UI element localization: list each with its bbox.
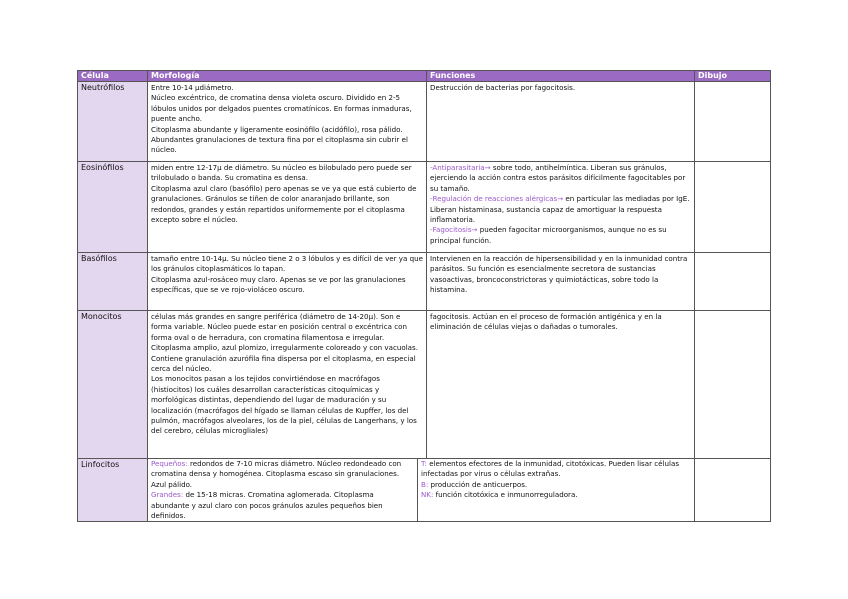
linfocitos-detail — [148, 459, 695, 522]
morfologia-eosinofilos — [148, 162, 427, 253]
cells-table — [77, 70, 771, 522]
linfocitos-split — [151, 459, 694, 521]
funcion-text: sobre todo, antihelmíntica. Liberan sus gránulos, ejerciendo la acción contra estos parásitos difícilmente fagocitables por su tamaño. — [430, 163, 686, 193]
cell-name-neutrofilos: Neutrófilos — [78, 82, 148, 162]
funcion-antiparasitaria — [430, 163, 691, 194]
cell-name-basofilos: Basófilos — [78, 253, 148, 311]
funcion-label: -Antiparasitaria→ — [430, 163, 491, 172]
dibujo-eosinofilos — [695, 162, 771, 253]
cell-name-linfocitos: Linfocitos — [78, 459, 148, 522]
funcion-text: en particular las mediadas por IgE. Liberan histaminasa, sustancia capaz de amortiguar la respuesta inflamatoria. — [430, 194, 690, 225]
tipo-text: elementos efectores de la inmunidad, citotóxicas. Pueden lisar células infectadas por virus o células extrañas. — [421, 459, 680, 479]
dibujo-basofilos — [695, 253, 771, 311]
header-morfologia: Morfología — [148, 71, 427, 82]
dibujo-linfocitos — [695, 459, 771, 522]
funciones-basofilos: Intervienen en la reacción de hipersensibilidad y en la inmunidad contra parásitos. Su función es esencialmente secretora de sustancias vasoactivas, broncoconstrictoras y quimiotácticas, sobre todo la histamina. — [427, 253, 695, 311]
tipo-text: producción de anticuerpos. — [428, 479, 528, 489]
funciones-eosinofilos — [427, 162, 695, 253]
morfologia-text: tamaño entre 10-14μ. Su núcleo tiene 2 o 3 lóbulos y es difícil de ver ya que los gránulos citoplasmáticos lo tapan. — [151, 254, 423, 274]
morfologia-text: Entre 10-14 μdiámetro. — [151, 83, 234, 92]
morfologia-text: Citoplasma azul claro (basófilo) pero apenas se ve ya que está cubierto de granulaciones. Gránulos se tiñen de color anaranjado brillante, son redondos, grandes y están repartidos uniformemente por el citoplasma excepto sobre el núcleo. — [151, 183, 417, 225]
row-basofilos — [78, 253, 771, 311]
morfologia-monocitos — [148, 311, 427, 459]
dibujo-monocitos — [695, 311, 771, 459]
morfologia-text: miden entre 12-17μ de diámetro. Su núcleo es bilobulado pero puede ser trilobulado o banda. Su cromatina es densa. — [151, 163, 412, 183]
tipo-label: B: — [421, 479, 429, 489]
cell-name-monocitos: Monocitos — [78, 311, 148, 459]
tipo-label: Pequeños: — [151, 459, 188, 468]
morfologia-text: células más grandes en sangre periférica (diámetro de 14-20μ). Son e forma variable. Núcleo puede estar en posición central o excéntrica con forma oval o de herradura, con cromatina filamentosa e irregular. — [151, 312, 407, 342]
morfologia-neutrofilos — [148, 82, 427, 162]
linfocitos-pequenos — [151, 459, 413, 490]
funciones-neutrofilos: Destrucción de bacterias por fagocitosis. — [427, 82, 695, 162]
morfologia-text: Citoplasma azul-rosáceo muy claro. Apenas se ve por las granulaciones específicas, que se ve rojo-violáceo oscuro. — [151, 274, 406, 295]
tipo-text: redondos de 7-10 micras diámetro. Núcleo redondeado con cromatina densa y homogénea. Citoplasma escaso sin granulaciones. Azul pálido. — [151, 459, 402, 489]
funcion-text: pueden fagocitar microorganismos, aunque no es su principal función. — [430, 225, 667, 245]
morfologia-text: Citoplasma abundante y ligeramente eosinófilo (acidófilo), rosa pálido. Abundantes granulaciones de textura fina por el citoplasma sin cubrir el núcleo. — [151, 124, 408, 155]
row-neutrofilos — [78, 82, 771, 162]
row-eosinofilos — [78, 162, 771, 253]
funciones-linfocitos — [418, 459, 694, 521]
morfologia-text: Núcleo excéntrico, de cromatina densa violeta oscuro. Dividido en 2-5 lóbulos unidos por delgados puentes cromatínicos. En formas inmaduras, puente ancho. — [151, 93, 412, 124]
header-dibujo: Dibujo — [695, 71, 771, 82]
header-row — [78, 71, 771, 82]
linfocitos-grandes — [151, 490, 413, 521]
linfocitos-nk — [421, 490, 694, 500]
morfologia-basofilos — [148, 253, 427, 311]
morfologia-linfocitos — [151, 459, 418, 521]
header-celula: Célula — [78, 71, 148, 82]
tipo-text: de 15-18 micras. Cromatina aglomerada. Citoplasma abundante y azul claro con pocos gránulos azules pequeños bien definidos. — [151, 490, 383, 521]
morfologia-text: Los monocitos pasan a los tejidos convirtiéndose en macrófagos (histiocitos) los cuáles desarrollan características citoquímicas y morfológicas distintas, dependiendo del lugar de maduración y su localización (macrófagos del hígado se llaman células de Kupffer, los del pulmón, macrófagos alveolares, los de la piel, células de Langerhans, y los del cerebro, células microgliales) — [151, 374, 417, 436]
tipo-text: función citotóxica e inmunorreguladora. — [433, 490, 578, 500]
funcion-alergica — [430, 194, 691, 225]
row-linfocitos — [78, 459, 771, 522]
tipo-label: NK: — [421, 490, 434, 500]
funcion-label: -Regulación de reacciones alérgicas→ — [430, 194, 564, 204]
cell-name-eosinofilos: Eosinófilos — [78, 162, 148, 253]
linfocitos-b — [421, 480, 694, 490]
dibujo-neutrofilos — [695, 82, 771, 162]
funciones-monocitos: fagocitosis. Actúan en el proceso de formación antigénica y en la eliminación de células viejas o dañadas o tumorales. — [427, 311, 695, 459]
morfologia-text: Citoplasma amplio, azul plomizo, irregularmente coloreado y con vacuolas. Contiene granulación azurófila fina dispersa por el citoplasma, en especial cerca del núcleo. — [151, 343, 418, 374]
funcion-label: -Fagocitosis→ — [430, 225, 478, 235]
header-funciones: Funciones — [427, 71, 695, 82]
row-monocitos — [78, 311, 771, 459]
tipo-label: Grandes: — [151, 490, 184, 500]
tipo-label: T: — [421, 459, 427, 468]
funcion-fagocitosis — [430, 225, 691, 246]
linfocitos-t — [421, 459, 694, 480]
